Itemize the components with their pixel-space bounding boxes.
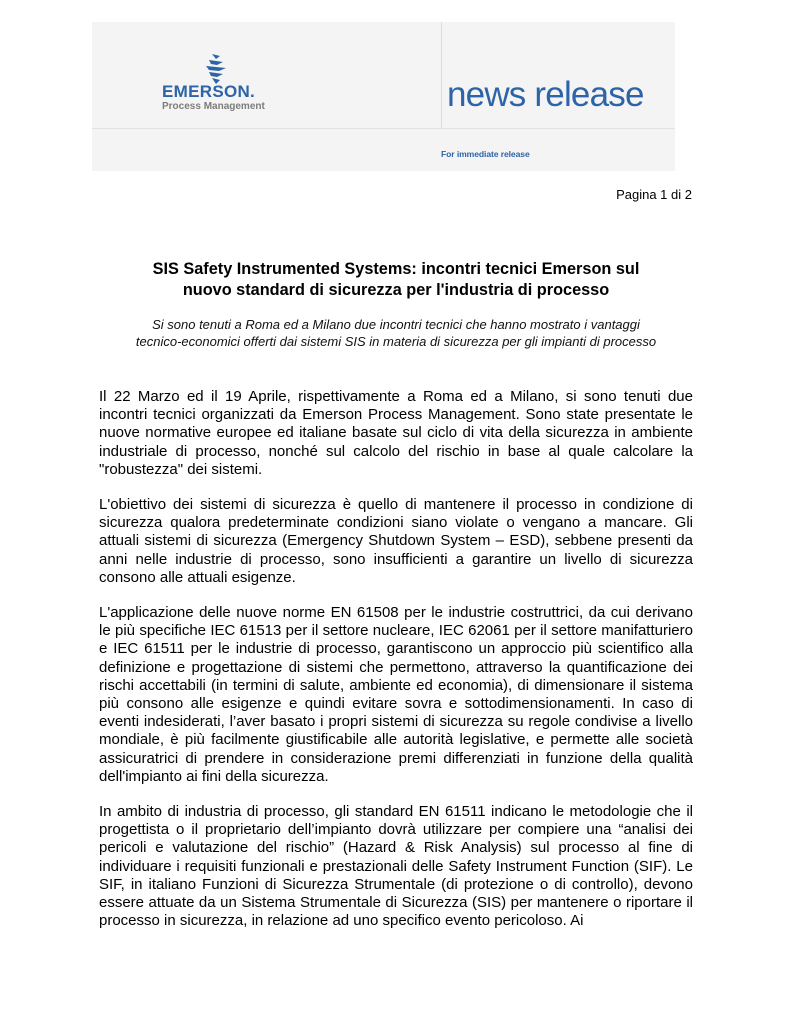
headline-line: SIS Safety Instrumented Systems: incontri tecnici Emerson sul bbox=[152, 260, 640, 278]
subheadline-line: tecnico-economici offerti dai sistemi SIS in materia di sicurezza per gli impianti di processo bbox=[135, 334, 657, 349]
paragraph: L'obiettivo dei sistemi di sicurezza è quello di mantenere il processo in condizione di sicurezza qualora predeterminate condizioni siano violate o vengano a mancare. Gli attuali sistemi di sicurezza (Emergency Shutdown System – ESD), sebbene presenti da anni nelle industrie di processo, sono insufficienti a garantire un livello di sicurezza consono alle attuali esigenze. bbox=[99, 496, 693, 586]
emerson-logo bbox=[162, 53, 282, 123]
paragraph: L'applicazione delle nuove norme EN 61508 per le industrie costruttrici, da cui derivano le più specifiche IEC 61513 per il settore nucleare, IEC 62061 per il settore manifatturiero e IEC 61511 per le industrie di processo, garantiscono un approccio più scientifico alla definizione e progettazione di sistemi che permettono, attraverso la quantificazione dei rischi accettabili (in termini di salute, ambiente ed economia), di dimensionare il sistema più consono alle esigenze e quindi evitare sovra e sottodimensionamenti. In caso di eventi indesiderati, l’aver basato i propri sistemi di sicurezza su regole condivise a livello mondiale, è più facilmente giustificabile alle autorità legislative, e permette alle società assicuratrici di prendere in considerazione premi differenziati in funzione della qualità dell'impianto ai fini della sicurezza. bbox=[99, 604, 693, 785]
brand-name: EMERSON. bbox=[162, 82, 256, 101]
subheadline-line: Si sono tenuti a Roma ed a Milano due incontri tecnici che hanno mostrato i vantaggi bbox=[152, 317, 640, 332]
paragraph: In ambito di industria di processo, gli standard EN 61511 indicano le metodologie che il progettista o il proprietario dell’impianto dovrà utilizzare per compiere una “analisi dei pericoli e valutazione del rischio” (Hazard & Risk Analysis) sul processo al fine di individuare i requisiti funzionali e prestazionali delle Safety Instrument Function (SIF). Le SIF, in italiano Funzioni di Sicurezza Strumentale (di protezione o di controllo), devono essere attuate da un Sistema Strumentale di Sicurezza (SIS) per mantenere o riportare il processo in sicurezza, in relazione ad uno specifico evento pericoloso. Ai bbox=[99, 803, 693, 930]
emerson-logo-icon bbox=[203, 53, 229, 85]
page-number: Pagina 1 di 2 bbox=[616, 187, 692, 202]
immediate-release-label: For immediate release bbox=[441, 149, 530, 159]
letterhead-divider bbox=[441, 22, 442, 128]
letterhead bbox=[92, 22, 675, 170]
news-release-title: news release bbox=[447, 75, 644, 114]
subheadline bbox=[99, 316, 693, 350]
paragraph: Il 22 Marzo ed il 19 Aprile, rispettivamente a Roma ed a Milano, si sono tenuti due incontri tecnici organizzati da Emerson Process Management. Sono state presentate le nuove normative europee ed italiane basate sul ciclo di vita della sicurezza in ambiente industriale di processo, nonché sul calcolo del rischio in base al quale calcolare la "robustezza" dei sistemi. bbox=[99, 388, 693, 478]
headline-line: nuovo standard di sicurezza per l'industria di processo bbox=[182, 281, 610, 299]
letterhead-band-bottom bbox=[92, 128, 675, 171]
division-name: Process Management bbox=[162, 101, 265, 112]
article-body bbox=[99, 388, 693, 947]
headline bbox=[99, 259, 693, 301]
